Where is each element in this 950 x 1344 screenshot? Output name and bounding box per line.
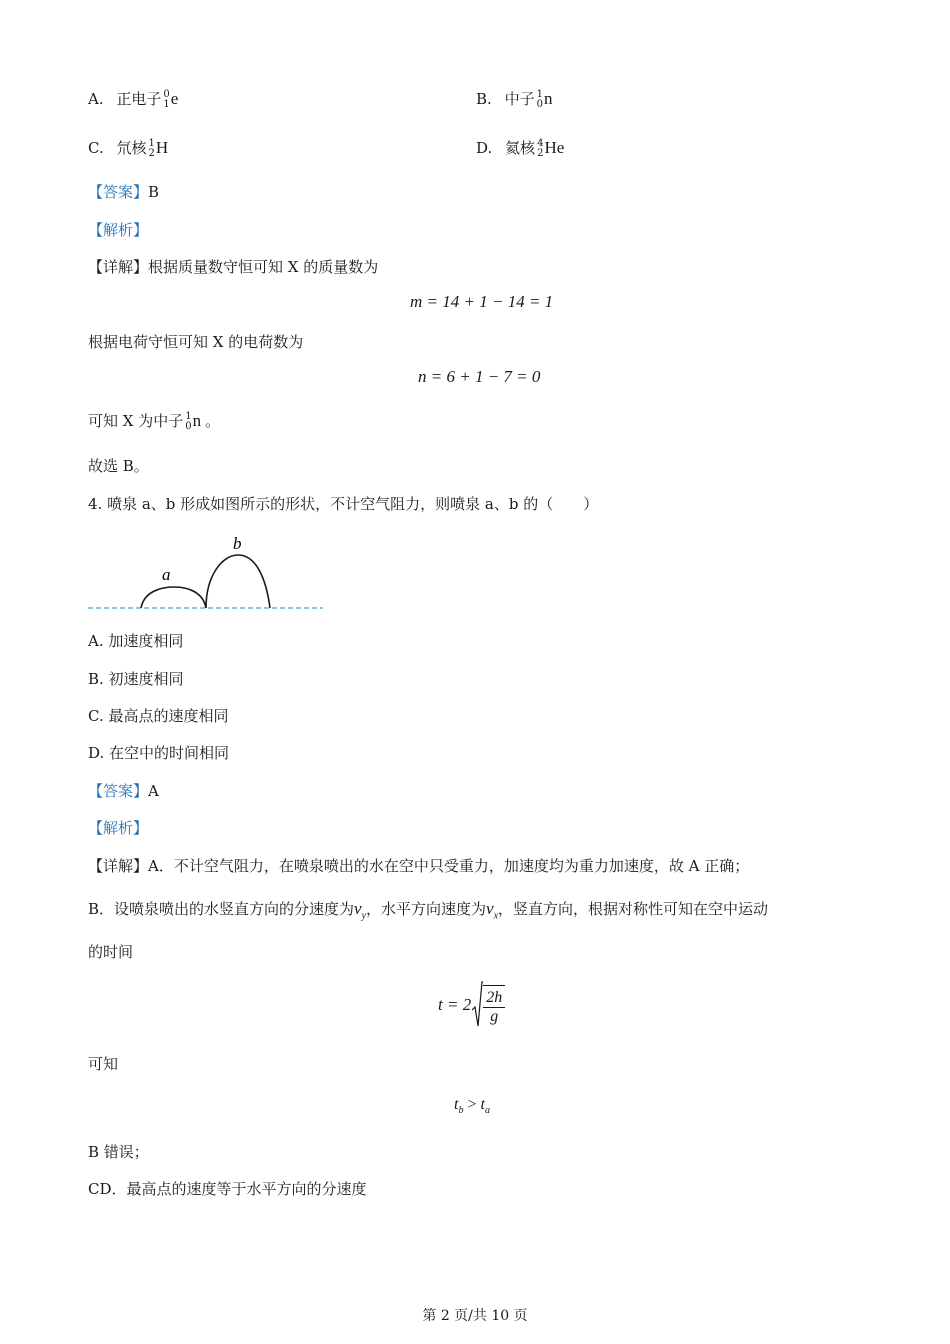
nuclide-symbol	[537, 138, 564, 159]
charge-number: 2	[537, 148, 544, 159]
page-footer: 第 2 页/共 10 页	[422, 1308, 528, 1324]
v-letter: v	[486, 899, 494, 918]
option-label: A.	[88, 90, 104, 108]
q4-stem: 4. 喷泉 a、b 形成如图所示的形状，不计空气阻力，则喷泉 a、b 的（ ）	[88, 495, 599, 513]
v-letter: v	[354, 899, 362, 918]
b-wrong: B 错误；	[88, 1143, 149, 1161]
option-label: C.	[88, 139, 104, 157]
denominator: g	[490, 1007, 499, 1025]
element-symbol: e	[170, 89, 179, 108]
detail-tag: 【详解】	[88, 857, 149, 875]
equation-charge-number: n = 6 + 1 − 7 = 0	[418, 367, 541, 386]
charge-number: 1	[163, 99, 170, 110]
detail-text: 可知 X 为中子	[88, 412, 184, 430]
period: 。	[205, 412, 221, 430]
option-text: 正电子	[116, 90, 162, 108]
q3-conclusion: 故选 B。	[88, 457, 149, 475]
element-symbol: n	[192, 411, 202, 430]
eq-lhs: t = 2	[438, 995, 472, 1014]
sqrt-fraction	[483, 985, 505, 1026]
vy-symbol	[354, 899, 367, 922]
detail-text: A．不计空气阻力，在喷泉喷出的水在空中只受重力，加速度均为重力加速度，故 A 正确；	[148, 857, 750, 875]
nuclide-symbol	[163, 89, 178, 110]
q4-detail-a	[88, 855, 749, 876]
option-text: 氘核	[116, 139, 147, 157]
option-text: 氦核	[505, 139, 536, 157]
detail-text: ，竖直方向，根据对称性可知在空中运动	[498, 900, 769, 918]
equation-mass-number: m = 14 + 1 − 14 = 1	[410, 292, 554, 311]
mass-number: 1	[185, 411, 192, 422]
t-letter: t	[454, 1096, 459, 1113]
a-subscript: a	[484, 1105, 490, 1117]
equation-time	[438, 980, 505, 1030]
numerator: 2h	[483, 989, 505, 1008]
y-subscript: y	[361, 910, 367, 922]
label-b: b	[233, 534, 242, 553]
t-letter: t	[480, 1096, 485, 1113]
b-subscript: b	[458, 1105, 464, 1117]
q3-answer	[88, 181, 159, 202]
vx-symbol	[486, 899, 499, 922]
equation-time-compare	[454, 1096, 490, 1116]
mass-number: 1	[148, 138, 155, 149]
detail-text: 根据质量数守恒可知 X 的质量数为	[148, 258, 379, 276]
ke-zhi: 可知	[88, 1055, 119, 1073]
sqrt-sign	[471, 980, 483, 1030]
answer-tag: 【答案】	[88, 782, 149, 800]
q3-analysis-tag: 【解析】	[88, 221, 149, 239]
q4-option-d: D. 在空中的时间相同	[88, 744, 230, 762]
nuclide-symbol	[185, 411, 201, 432]
q3-detail-line3	[88, 410, 220, 432]
mass-number: 4	[537, 138, 544, 149]
q4-option-b: B. 初速度相同	[88, 670, 184, 688]
answer-tag: 【答案】	[88, 183, 149, 201]
option-a	[88, 88, 178, 110]
element-symbol: n	[543, 89, 553, 108]
charge-number: 2	[148, 148, 155, 159]
q4-detail-b-line1	[88, 898, 768, 921]
fountain-figure	[88, 530, 328, 620]
option-b	[476, 88, 552, 110]
fountain-a-arc	[141, 587, 206, 608]
option-label: B.	[476, 90, 492, 108]
q4-answer	[88, 780, 159, 801]
answer-value: A	[148, 782, 159, 800]
option-d	[476, 137, 564, 159]
mass-number: 0	[163, 89, 170, 100]
answer-value: B	[148, 183, 160, 201]
q4-option-a: A. 加速度相同	[88, 632, 184, 650]
q3-detail-line1	[88, 256, 378, 277]
mass-number: 1	[536, 89, 543, 100]
charge-number: 0	[185, 421, 192, 432]
fountain-b-arc	[206, 555, 270, 608]
label-a: a	[162, 565, 171, 584]
q4-option-c: C. 最高点的速度相同	[88, 707, 229, 725]
option-text: 中子	[504, 90, 535, 108]
cd-explanation: CD．最高点的速度等于水平方向的分速度	[88, 1180, 367, 1198]
q4-detail-b-line2: 的时间	[88, 943, 134, 961]
greater-than: >	[463, 1096, 481, 1113]
q3-detail-line2: 根据电荷守恒可知 X 的电荷数为	[88, 333, 304, 351]
x-subscript: x	[493, 910, 499, 922]
nuclide-symbol	[537, 89, 553, 110]
q4-analysis-tag: 【解析】	[88, 819, 149, 837]
detail-tag: 【详解】	[88, 258, 149, 276]
option-c	[88, 137, 168, 159]
detail-text: B．设喷泉喷出的水竖直方向的分速度为	[88, 900, 355, 918]
charge-number: 0	[536, 99, 543, 110]
detail-text: ，水平方向速度为	[366, 900, 487, 918]
element-symbol: H	[155, 138, 169, 157]
nuclide-symbol	[149, 138, 169, 159]
element-symbol: He	[544, 138, 565, 157]
option-label: D.	[476, 139, 493, 157]
